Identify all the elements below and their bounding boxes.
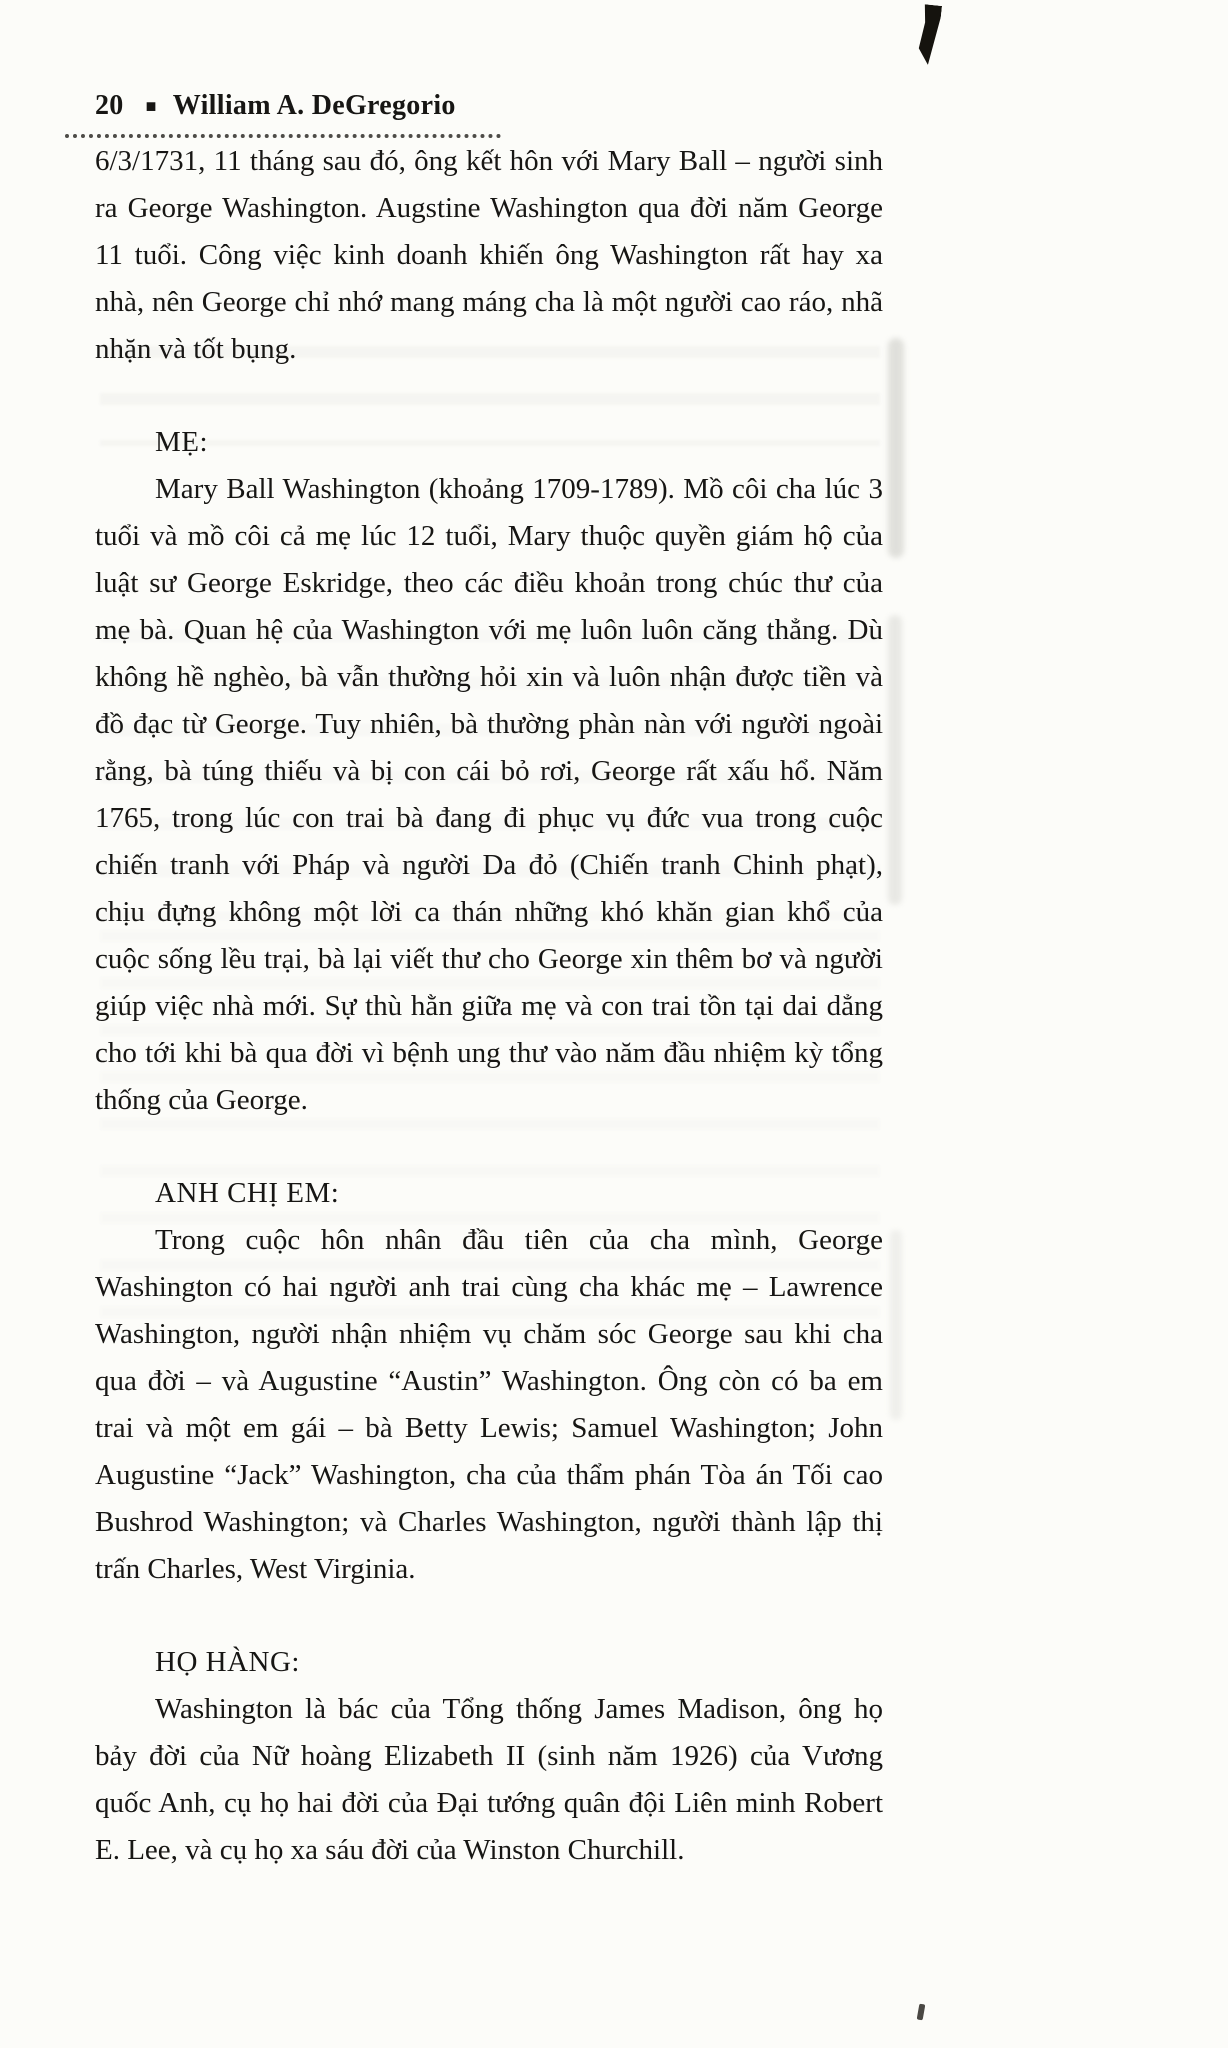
scan-smudge — [888, 338, 904, 558]
running-head-author: William A. DeGregorio — [172, 90, 456, 121]
page-number: 20 — [95, 90, 124, 121]
scan-smudge — [890, 1230, 902, 1420]
section-heading-siblings: ANH CHỊ EM: — [155, 1177, 340, 1209]
section-heading-mother: MẸ: — [155, 426, 209, 458]
running-header — [65, 90, 501, 138]
square-bullet-icon: ■ — [145, 96, 157, 116]
page-content — [95, 90, 883, 1874]
section-body-mother: Mary Ball Washington (khoảng 1709-1789). Mồ côi cha lúc 3 tuổi và mồ côi cả mẹ lúc 12 tuổi, Mary thuộc quyền giám hộ của luật sư George Eskridge, theo các điều khoản trong chúc thư của mẹ bà. Quan hệ của Washington với mẹ luôn luôn căng thẳng. Dù không hề nghèo, bà vẫn thường hỏi xin và luôn nhận được tiền và đồ đạc từ George. Tuy nhiên, bà thường phàn nàn với người ngoài rằng, bà túng thiếu và bị con cái bỏ rơi, George rất xấu hổ. Năm 1765, trong lúc con trai bà đang đi phục vụ đức vua trong cuộc chiến tranh với Pháp và người Da đỏ (Chiến tranh Chinh phạt), chịu đựng không một lời ca thán những khó khăn gian khổ của cuộc sống lều trại, bà lại viết thư cho George xin thêm bơ và người giúp việc nhà mới. Sự thù hằn giữa mẹ và con trai tồn tại dai dẳng cho tới khi bà qua đời vì bệnh ung thư vào năm đầu nhiệm kỳ tổng thống của George. — [95, 473, 883, 1116]
scan-speck — [917, 2004, 926, 2021]
intro-paragraph: 6/3/1731, 11 tháng sau đó, ông kết hôn với Mary Ball – người sinh ra George Washington. Augstine Washington qua đời năm George 11 tuổi. Công việc kinh doanh khiến ông Washington rất hay xa nhà, nên George chỉ nhớ mang máng cha là một người cao ráo, nhã nhặn và tốt bụng. — [95, 145, 883, 365]
section-body-siblings: Trong cuộc hôn nhân đầu tiên của cha mình, George Washington có hai người anh trai cùng cha khác mẹ – Lawrence Washington, người nhận nhiệm vụ chăm sóc George sau khi cha qua đời – và Augustine “Austin” Washington. Ông còn có ba em trai và một em gái – bà Betty Lewis; Samuel Washington; John Augustine “Jack” Washington, cha của thẩm phán Tòa án Tối cao Bushrod Washington; và Charles Washington, người thành lập thị trấn Charles, West Virginia. — [95, 1224, 883, 1585]
ink-mark — [900, 2, 942, 65]
section-heading-relatives: HỌ HÀNG: — [155, 1646, 300, 1678]
scan-smudge — [888, 615, 902, 905]
section-body-relatives: Washington là bác của Tổng thống James Madison, ông họ bảy đời của Nữ hoàng Elizabeth II (sinh năm 1926) của Vương quốc Anh, cụ họ hai đời của Đại tướng quân đội Liên minh Robert E. Lee, và cụ họ xa sáu đời của Winston Churchill. — [95, 1693, 883, 1866]
